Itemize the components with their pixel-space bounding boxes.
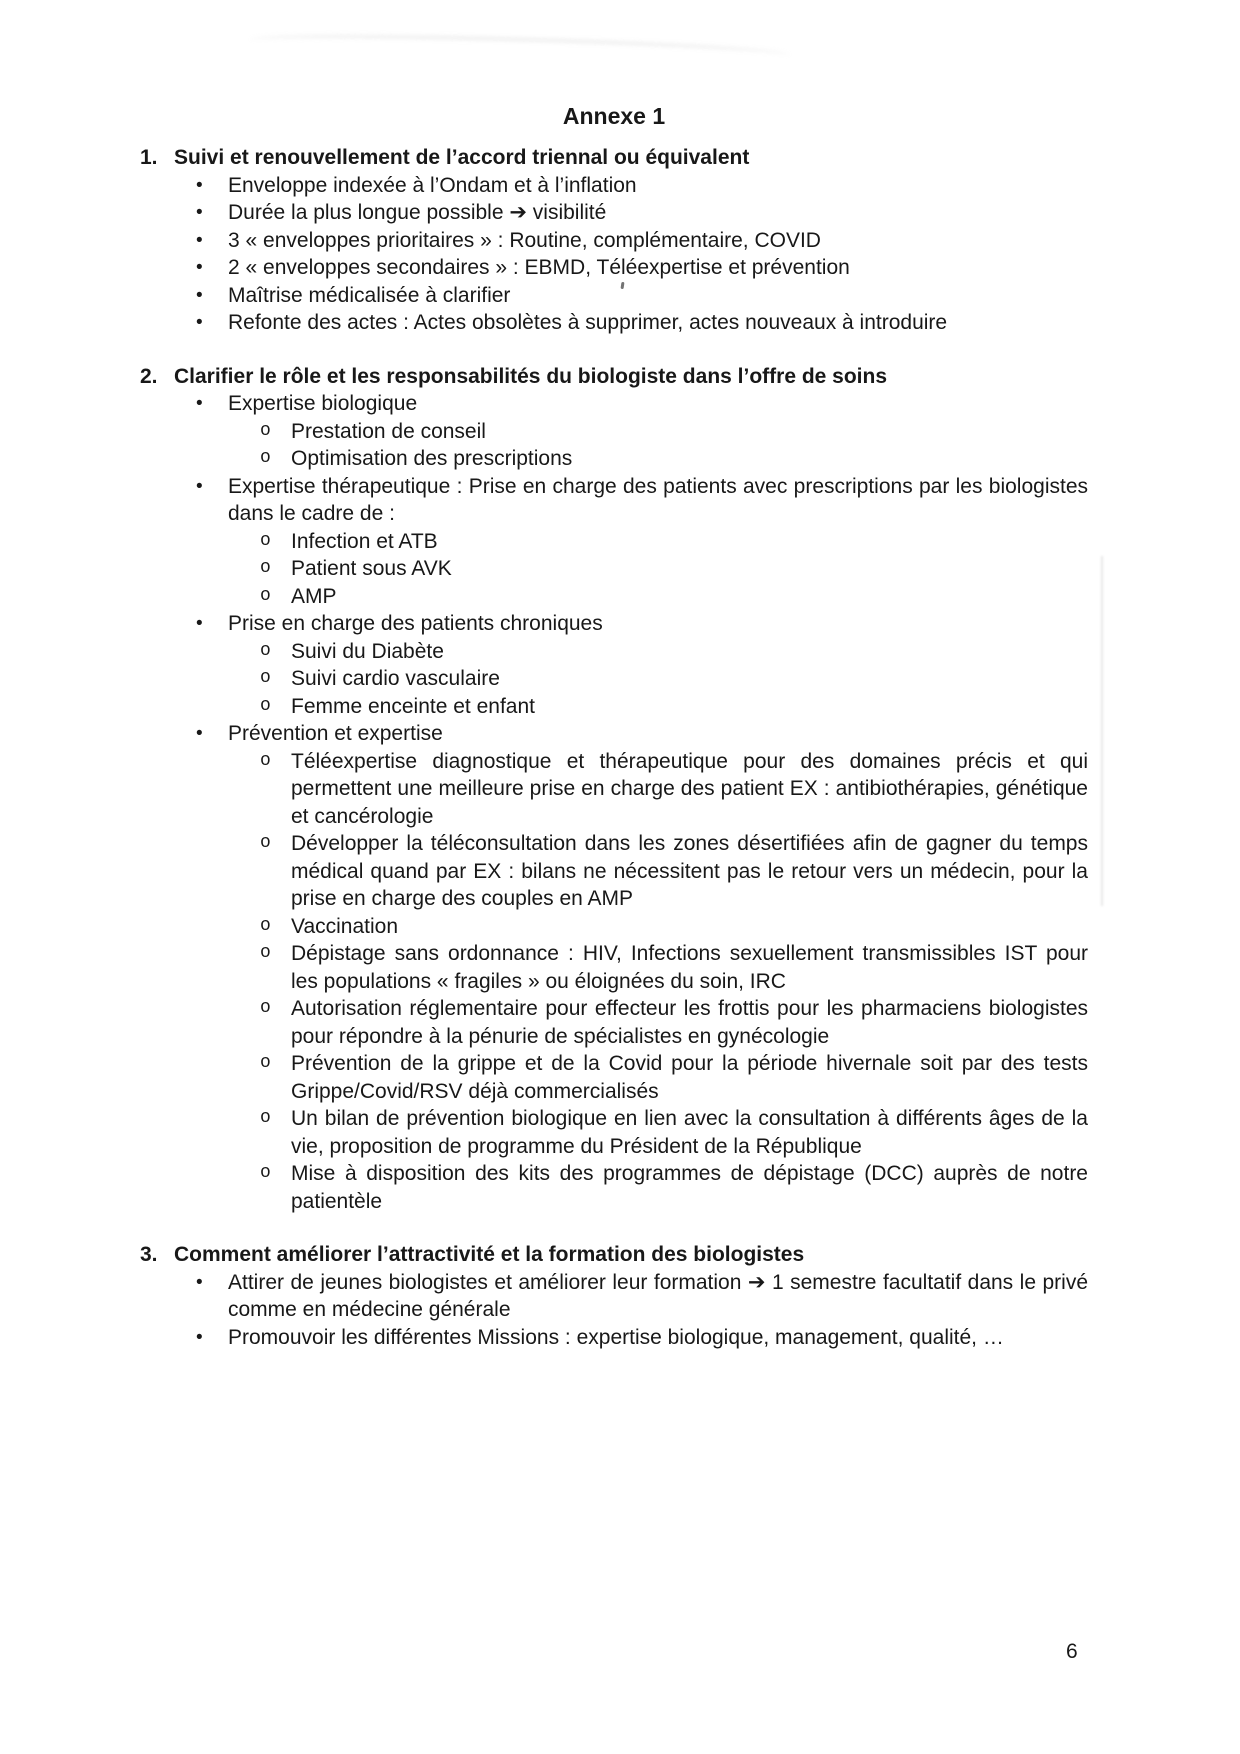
list-item (140, 1324, 1088, 1352)
document-content (140, 102, 1088, 1351)
list-item-text: Développer la téléconsultation dans les zones désertifiées afin de gagner du temps médical quand par EX : bilans ne nécessitent pas le retour vers un médecin, pour la prise en charge des couples en AMP (291, 832, 1088, 910)
section-heading-row (140, 1241, 1088, 1269)
list-item (140, 309, 1088, 337)
list-item-text: Prévention et expertise (228, 722, 443, 745)
list-item (140, 282, 1088, 310)
scan-smudge-artifact (250, 30, 790, 64)
circle-bullet-icon: o (260, 750, 271, 771)
bullet-icon: • (196, 312, 203, 333)
list-item (140, 199, 1088, 227)
list-item-text: Prise en charge des patients chroniques (228, 612, 603, 635)
section-1 (140, 144, 1088, 337)
list-item (140, 528, 1088, 556)
list-item-text: Optimisation des prescriptions (291, 447, 573, 470)
bullet-icon: • (196, 229, 203, 251)
section-2 (140, 363, 1088, 1216)
section-heading-row (140, 363, 1088, 391)
list-item-text: 3 « enveloppes prioritaires » : Routine, complémentaire, COVID (228, 228, 821, 252)
list-item (140, 610, 1088, 638)
bullet-icon: • (196, 1326, 203, 1348)
list-item-text: Mise à disposition des kits des programmes de dépistage (DCC) auprès de notre patientèle (291, 1162, 1088, 1213)
list-item-text: Suivi du Diabète (291, 639, 444, 663)
circle-bullet-icon: o (260, 640, 271, 661)
list-item (140, 995, 1088, 1050)
list-item-text: Durée la plus longue possible ➔ visibilité (228, 201, 607, 224)
list-item (140, 940, 1088, 995)
list-item-text: 2 « enveloppes secondaires » : EBMD, Téléexpertise et prévention (228, 256, 850, 279)
circle-bullet-icon: o (260, 1163, 271, 1183)
section-number: 3. (140, 1243, 158, 1266)
list-item (140, 1105, 1088, 1160)
circle-bullet-icon: o (260, 448, 271, 468)
circle-bullet-icon: o (260, 1053, 271, 1073)
list-item-text: Promouvoir les différentes Missions : expertise biologique, management, qualité, … (228, 1325, 1004, 1349)
list-item-text: Vaccination (291, 914, 399, 938)
list-item-text: Attirer de jeunes biologistes et améliorer leur formation ➔ 1 semestre facultatif dans le privé comme en médecine générale (228, 1270, 1088, 1321)
list-item-text: Expertise thérapeutique : Prise en charge des patients avec prescriptions par les biologistes dans le cadre de : (228, 474, 1088, 525)
list-item (140, 227, 1088, 255)
list-item-text: Maîtrise médicalisée à clarifier (228, 283, 511, 307)
list-item (140, 720, 1088, 748)
list-item (140, 693, 1088, 721)
circle-bullet-icon: o (260, 833, 271, 853)
bullet-icon: • (196, 257, 203, 278)
list-item-text: Prévention de la grippe et de la Covid pour la période hivernale soit par des tests Grippe/Covid/RSV déjà commercialisés (291, 1052, 1088, 1103)
list-item-text: Femme enceinte et enfant (291, 694, 535, 718)
circle-bullet-icon: o (260, 943, 271, 963)
circle-bullet-icon: o (260, 998, 271, 1018)
section-heading: Clarifier le rôle et les responsabilités du biologiste dans l’offre de soins (174, 364, 888, 388)
list-item-text: Téléexpertise diagnostique et thérapeutique pour des domaines précis et qui permettent une meilleure prise en charge des patient EX : antibiothérapies, génétique et cancérologie (291, 749, 1088, 828)
list-item-text: Infection et ATB (291, 529, 438, 553)
scan-edge-artifact (1101, 556, 1103, 906)
list-item (140, 1269, 1088, 1324)
list-item (140, 254, 1088, 282)
list-item-text: Patient sous AVK (291, 557, 452, 580)
list-item-text: Autorisation réglementaire pour effecteur les frottis pour les pharmaciens biologistes pour répondre à la pénurie de spécialistes en gynécologie (291, 997, 1088, 1048)
list-item (140, 748, 1088, 831)
bullet-icon: • (196, 475, 203, 497)
bullet-icon: • (196, 393, 203, 414)
circle-bullet-icon: o (260, 1108, 271, 1128)
list-item (140, 390, 1088, 418)
list-item-text: Un bilan de prévention biologique en lien avec la consultation à différents âges de la vie, proposition de programme du Président de la République (291, 1107, 1088, 1158)
list-item-text: Expertise biologique (228, 392, 418, 415)
list-item (140, 172, 1088, 200)
bullet-icon: • (196, 284, 203, 306)
bullet-icon: • (196, 723, 203, 744)
circle-bullet-icon: o (260, 668, 271, 688)
list-item (140, 638, 1088, 666)
page-title: Annexe 1 (562, 103, 666, 129)
circle-bullet-icon: o (260, 420, 271, 441)
bullet-icon: • (196, 174, 203, 196)
bullet-icon: • (196, 1271, 203, 1293)
list-item (140, 583, 1088, 611)
section-3 (140, 1241, 1088, 1351)
list-item-text: AMP (291, 584, 337, 608)
list-item (140, 913, 1088, 941)
sections (140, 144, 1088, 1351)
list-item (140, 418, 1088, 446)
section-heading-row (140, 144, 1088, 172)
circle-bullet-icon: o (260, 695, 271, 716)
list-item-text: Refonte des actes : Actes obsolètes à supprimer, actes nouveaux à introduire (228, 311, 948, 334)
list-item (140, 830, 1088, 913)
circle-bullet-icon: o (260, 915, 271, 936)
list-item (140, 1050, 1088, 1105)
circle-bullet-icon: o (260, 530, 271, 551)
list-item-text: Suivi cardio vasculaire (291, 667, 500, 690)
list-item (140, 665, 1088, 693)
list-item (140, 445, 1088, 473)
section-heading: Comment améliorer l’attractivité et la formation des biologistes (174, 1243, 805, 1266)
section-heading: Suivi et renouvellement de l’accord triennal ou équivalent (174, 146, 750, 169)
bullet-icon: • (196, 613, 203, 634)
bullet-icon: • (196, 202, 203, 223)
list-item (140, 473, 1088, 528)
section-number: 1. (140, 146, 158, 169)
list-item-text: Enveloppe indexée à l’Ondam et à l’inflation (228, 173, 637, 197)
section-number: 2. (140, 364, 158, 388)
page-number: 6 (1066, 1640, 1078, 1663)
circle-bullet-icon: o (260, 558, 271, 578)
circle-bullet-icon: o (260, 585, 271, 606)
list-item (140, 1160, 1088, 1215)
list-item-text: Dépistage sans ordonnance : HIV, Infections sexuellement transmissibles IST pour les populations « fragiles » ou éloignées du soin, IRC (291, 942, 1088, 993)
list-item-text: Prestation de conseil (291, 419, 486, 443)
list-item (140, 555, 1088, 583)
